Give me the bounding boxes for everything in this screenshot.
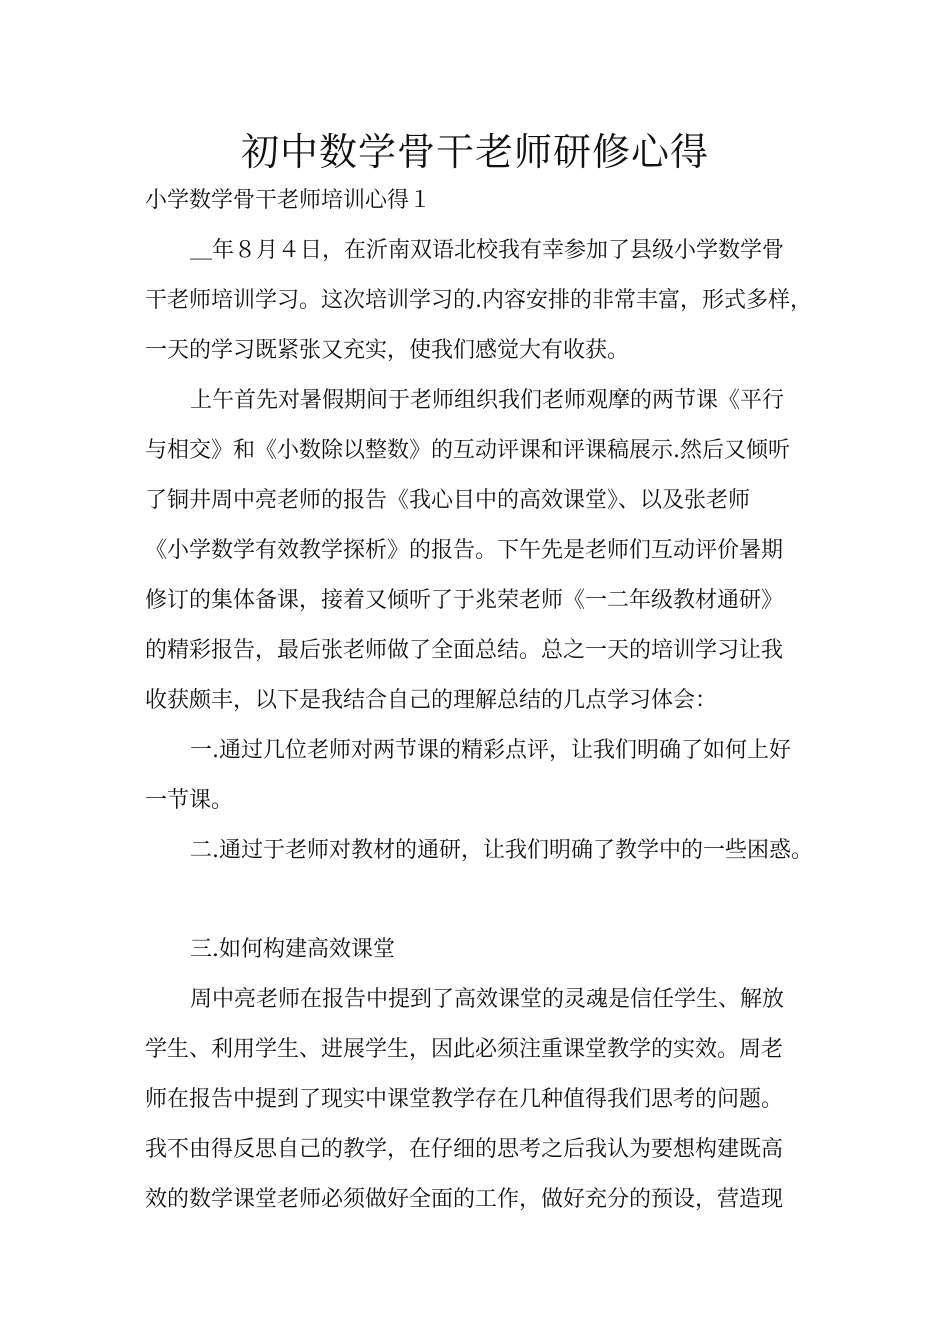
paragraph-line: 我不由得反思自己的教学，在仔细的思考之后我认为要想构建既高 xyxy=(145,1137,784,1162)
paragraph-line: 收获颇丰，以下是我结合自己的理解总结的几点学习体会： xyxy=(145,688,718,713)
paragraph-line: ＿年８月４日，在沂南双语北校我有幸参加了县级小学数学骨 xyxy=(190,238,785,263)
paragraph-line: 一.通过几位老师对两节课的精彩点评，让我们明确了如何上好 xyxy=(190,738,791,763)
paragraph-line: 师在报告中提到了现实中课堂教学存在几种值得我们思考的问题。 xyxy=(145,1087,784,1112)
paragraph-line: 与相交》和《小数除以整数》的互动评课和评课稿展示.然后又倾听 xyxy=(145,438,790,463)
section-heading: 三.如何构建高效课堂 xyxy=(190,937,395,962)
paragraph-line: 了铜井周中亮老师的报告《我心目中的高效课堂》、以及张老师 xyxy=(145,488,751,513)
paragraph-line: 修订的集体备课，接着又倾听了于兆荣老师《一二年级教材通研》 xyxy=(145,588,784,613)
document-subtitle: 小学数学骨干老师培训心得１ xyxy=(145,188,432,213)
paragraph-line: 《小学数学有效教学探析》的报告。下午先是老师们互动评价暑期 xyxy=(145,538,784,563)
document-title: 初中数学骨干老师研修心得 xyxy=(240,130,709,174)
paragraph-line: 一节课。 xyxy=(145,788,234,813)
paragraph-line: 学生、利用学生、进展学生，因此必须注重课堂教学的实效。周老 xyxy=(145,1037,784,1062)
paragraph-line: 二.通过于老师对教材的通研，让我们明确了教学中的一些困惑。 xyxy=(190,838,813,863)
paragraph-line: 一天的学习既紧张又充实，使我们感觉大有收获。 xyxy=(145,338,630,363)
paragraph-line: 的精彩报告，最后张老师做了全面总结。总之一天的培训学习让我 xyxy=(145,638,784,663)
paragraph-line: 上午首先对暑假期间于老师组织我们老师观摩的两节课《平行 xyxy=(190,388,785,413)
paragraph-line: 周中亮老师在报告中提到了高效课堂的灵魂是信任学生、解放 xyxy=(190,987,785,1012)
paragraph-line: 干老师培训学习。这次培训学习的.内容安排的非常丰富，形式多样， xyxy=(145,288,812,313)
paragraph-line: 效的数学课堂老师必须做好全面的工作，做好充分的预设，营造现 xyxy=(145,1187,784,1212)
